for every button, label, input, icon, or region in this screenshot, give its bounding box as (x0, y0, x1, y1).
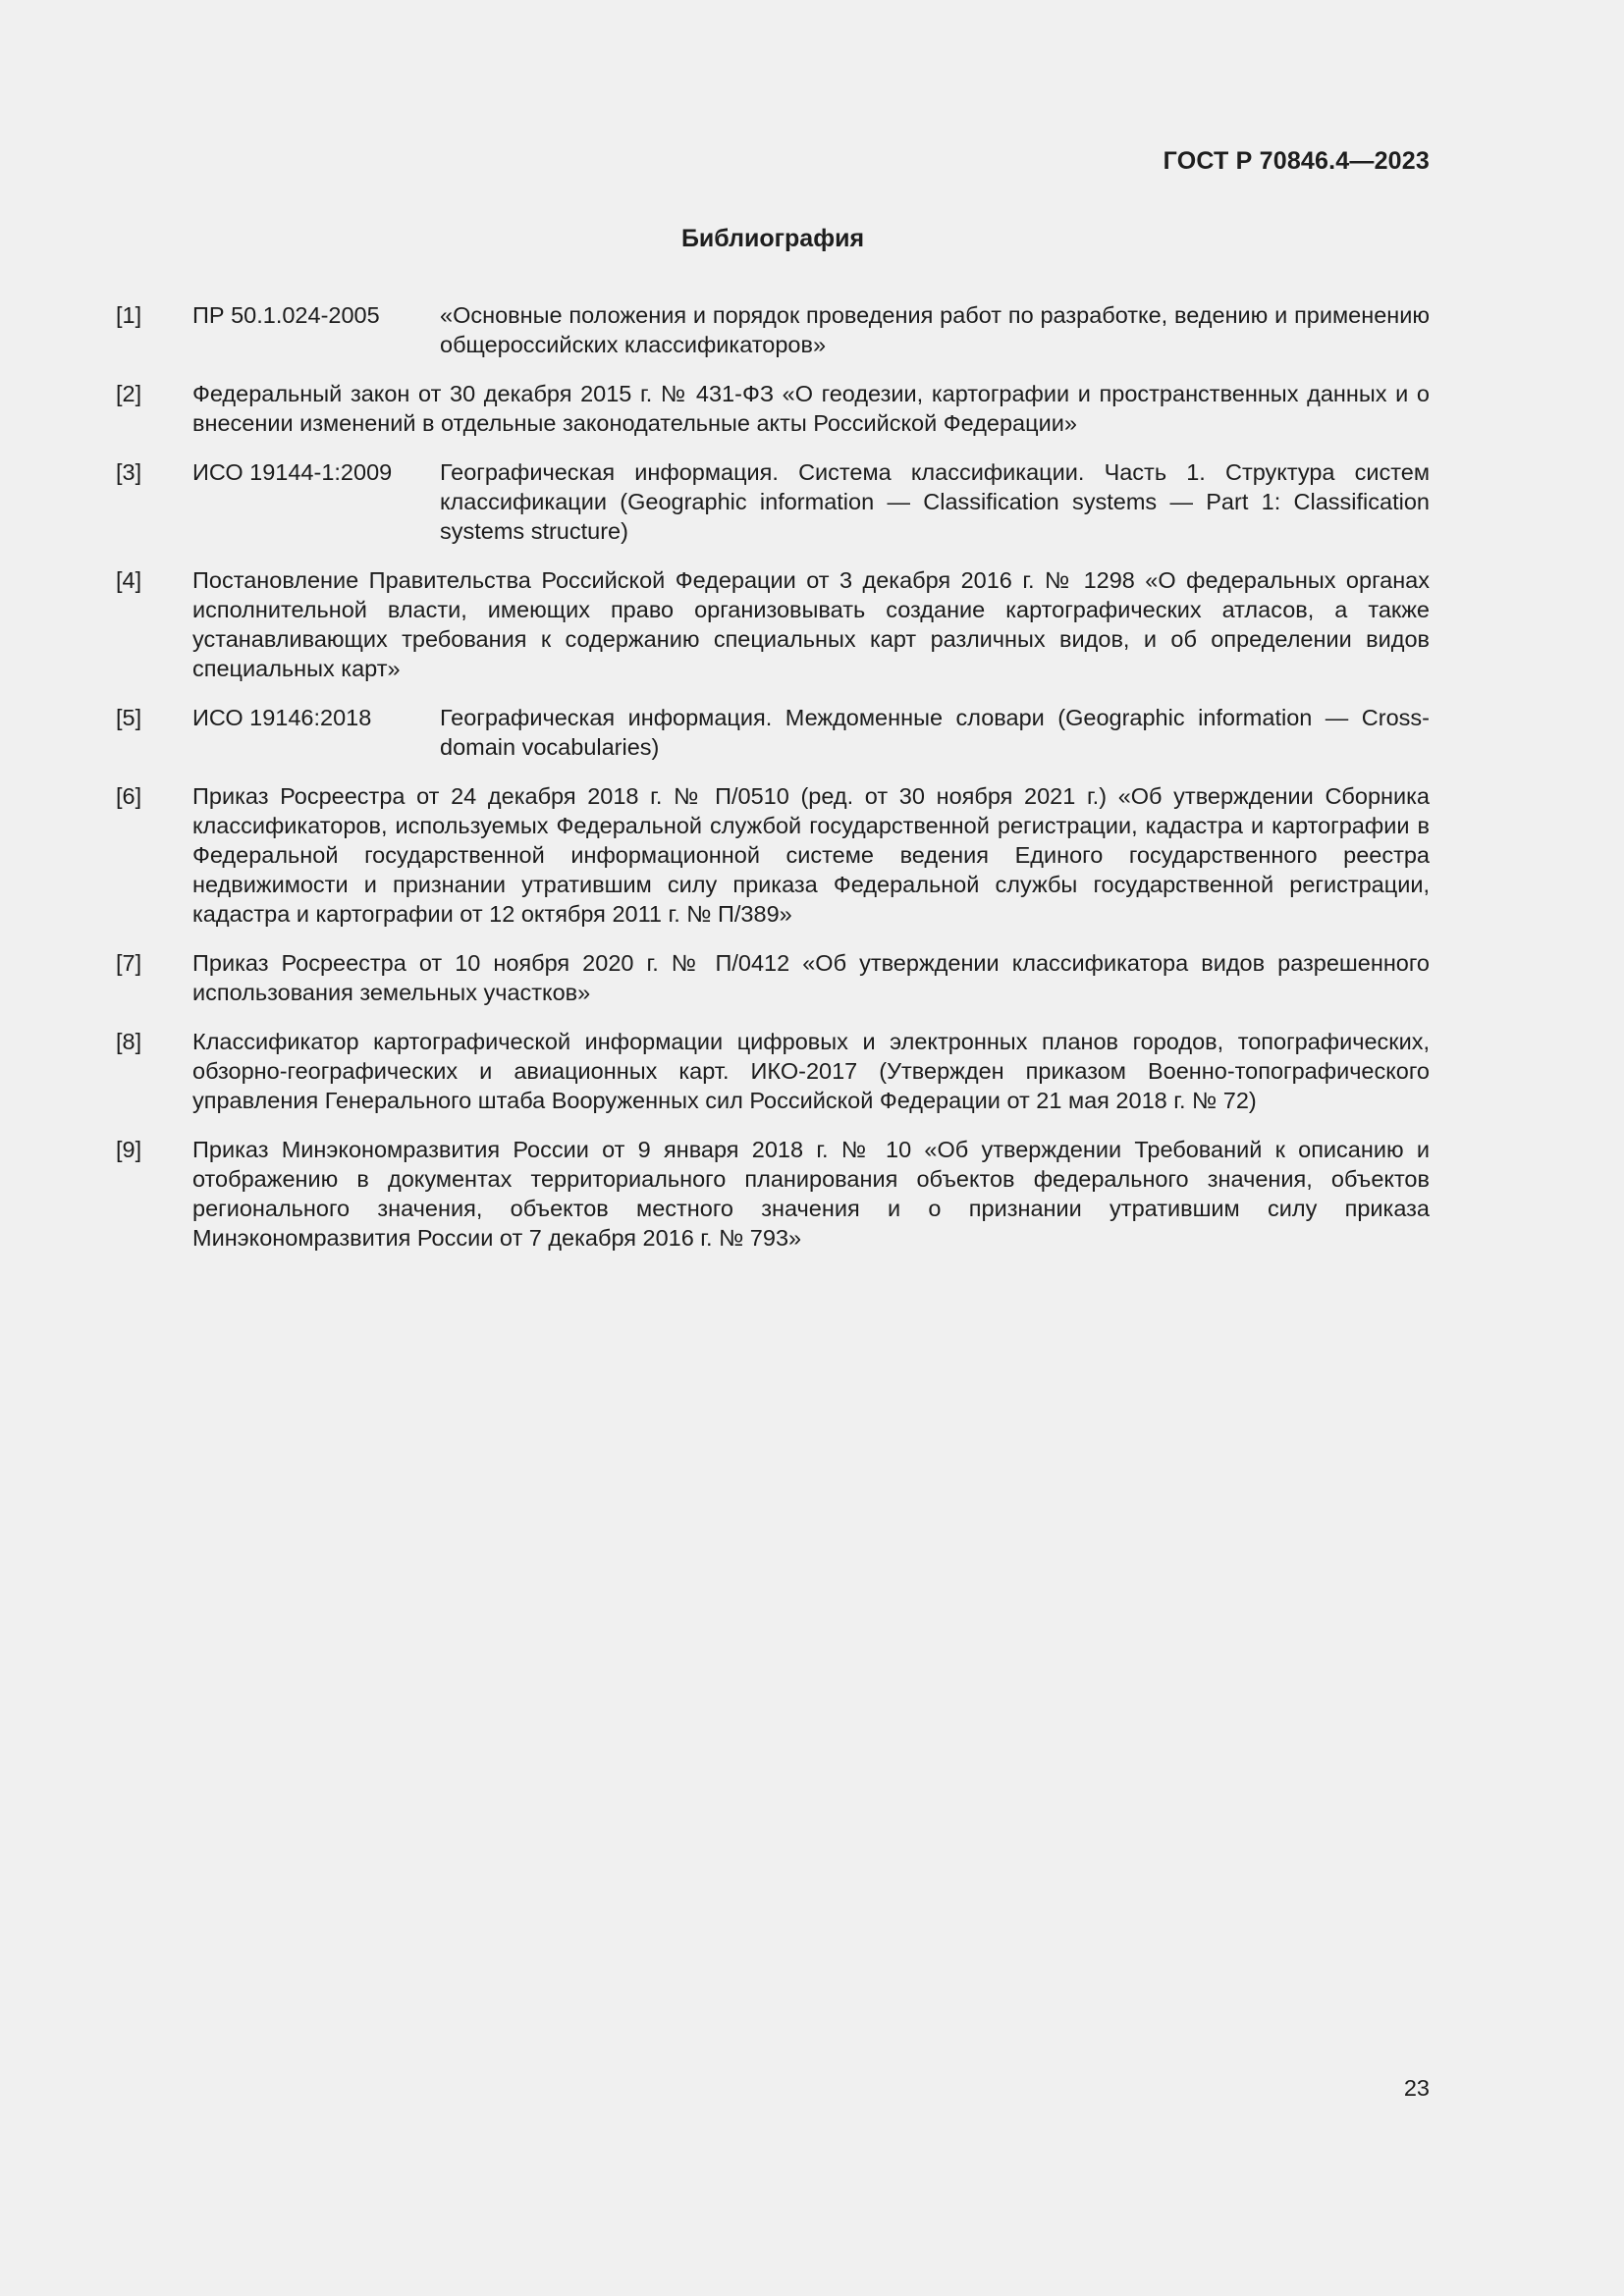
entry-number: [9] (116, 1137, 142, 1162)
bibliography-entry (116, 300, 1430, 359)
entry-number: [4] (116, 567, 142, 593)
bibliography-entry (116, 379, 1430, 438)
page-number: 23 (1403, 2075, 1430, 2101)
entry-number: [6] (116, 783, 142, 809)
bibliography-entry (116, 781, 1430, 929)
bibliography-entry (116, 1027, 1430, 1115)
entry-text: Федеральный закон от 30 декабря 2015 г. № 431-ФЗ «О геодезии, картографии и пространственных данных и о внесении изменений в отдельные законодательные акты Российской Федерации» (192, 381, 1430, 436)
entry-text: Приказ Минэкономразвития России от 9 января 2018 г. № 10 «Об утверждении Требований к описанию и отображению в документах территориального планирования объектов федерального значения, объектов регионального значения, объектов местного значения и о признании утратившим силу приказа Минэкономразвития России от 7 декабря 2016 г. № 793» (192, 1137, 1430, 1251)
entry-code: ПР 50.1.024-2005 (192, 302, 380, 328)
document-code-header: ГОСТ Р 70846.4—2023 (1163, 147, 1430, 175)
entry-number: [2] (116, 381, 142, 406)
entry-text: «Основные положения и порядок проведения работ по разработке, ведению и применению общероссийских классификаторов» (440, 302, 1430, 357)
entry-text: Географическая информация. Система классификации. Часть 1. Структура систем классификации (Geographic information — Classification systems — Part 1: Classification systems structure) (440, 459, 1430, 544)
entry-number: [8] (116, 1029, 142, 1054)
bibliography-entry (116, 457, 1430, 546)
entry-code: ИСО 19144-1:2009 (192, 459, 393, 485)
entry-code: ИСО 19146:2018 (192, 705, 372, 730)
page-title: Библиография (680, 225, 865, 252)
entry-text: Постановление Правительства Российской Федерации от 3 декабря 2016 г. № 1298 «О федеральных органах исполнительной власти, имеющих право организовывать создание картографических атласов, а также устанавливающих требования к содержанию специальных карт различных видов, и об определении видов специальных карт» (192, 567, 1430, 681)
entry-number: [1] (116, 302, 142, 328)
entry-text: Приказ Росреестра от 10 ноября 2020 г. № П/0412 «Об утверждении классификатора видов разрешенного использования земельных участков» (192, 950, 1430, 1005)
bibliography-entry (116, 1135, 1430, 1253)
bibliography-entry (116, 703, 1430, 762)
bibliography-list (116, 300, 1430, 1272)
bibliography-entry (116, 948, 1430, 1007)
entry-text: Классификатор картографической информации цифровых и электронных планов городов, топографических, обзорно-географических и авиационных карт. ИКО-2017 (Утвержден приказом Военно-топографического управления Генерального штаба Вооруженных сил Российской Федерации от 21 мая 2018 г. № 72) (192, 1029, 1430, 1113)
entry-number: [3] (116, 459, 142, 485)
entry-number: [7] (116, 950, 142, 976)
entry-text: Приказ Росреестра от 24 декабря 2018 г. № П/0510 (ред. от 30 ноября 2021 г.) «Об утверждении Сборника классификаторов, используемых Федеральной службой государственной регистрации, кадастра и картографии в Федеральной государственной информационной системе ведения Единого государственного реестра недвижимости и признании утратившим силу приказа Федеральной службы государственной регистрации, кадастра и картографии от 12 октября 2011 г. № П/389» (192, 783, 1430, 927)
entry-number: [5] (116, 705, 142, 730)
bibliography-entry (116, 565, 1430, 683)
entry-text: Географическая информация. Междоменные словари (Geographic information — Cross-domain vocabularies) (440, 705, 1430, 760)
